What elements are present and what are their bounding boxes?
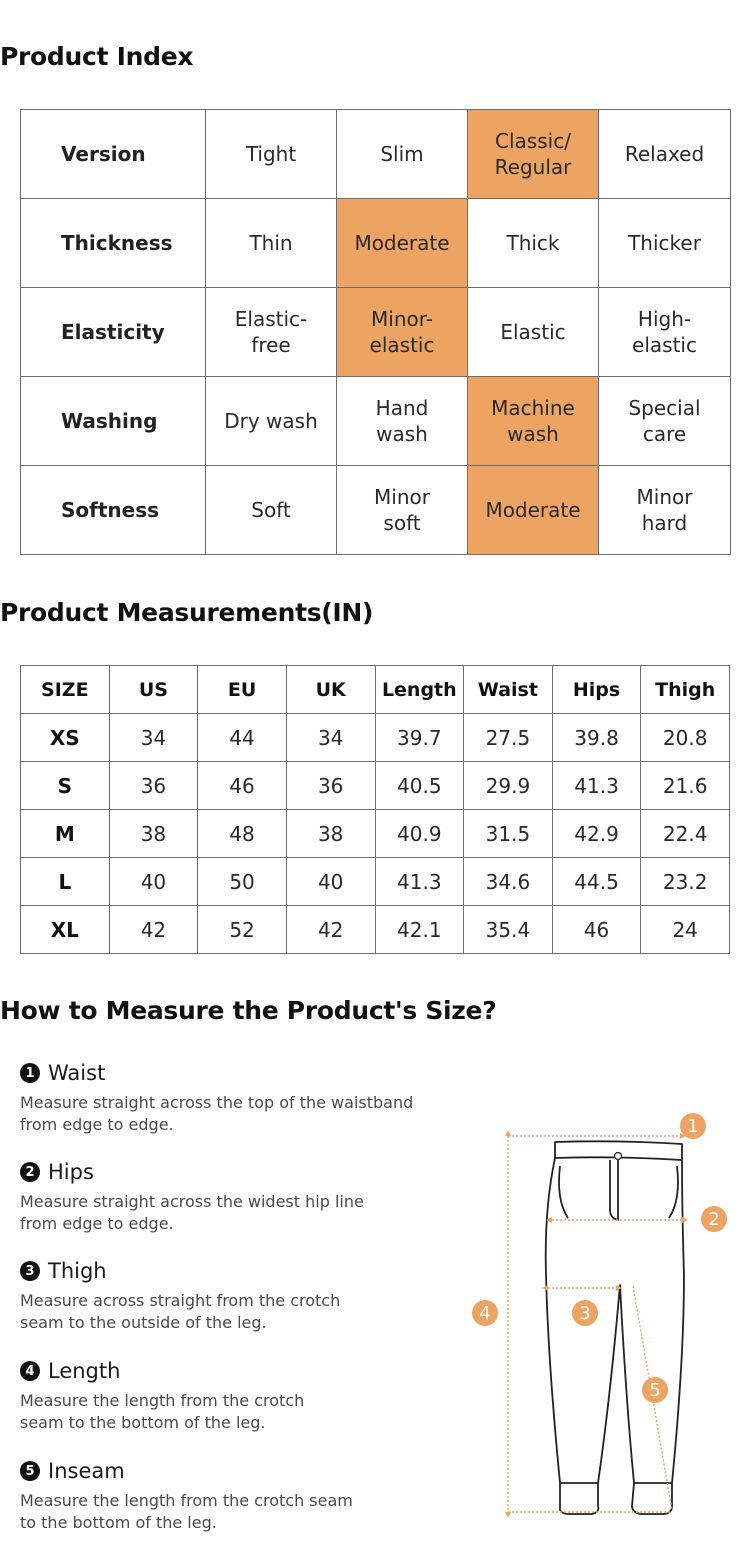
measure-item-length — [20, 1358, 460, 1434]
table-cell: 34.6 — [464, 858, 553, 906]
index-option: Tight — [206, 110, 337, 199]
column-header-thigh: Thigh — [641, 666, 730, 714]
table-row — [21, 906, 730, 954]
index-row-version — [21, 110, 731, 199]
table-cell: 24 — [641, 906, 730, 954]
marker-inseam: 5 — [642, 1377, 668, 1403]
table-cell: 41.3 — [375, 858, 464, 906]
index-option: Special care — [599, 377, 731, 466]
table-cell: 40 — [109, 858, 198, 906]
index-option: Dry wash — [206, 377, 337, 466]
table-cell: 39.7 — [375, 714, 464, 762]
column-header-waist: Waist — [464, 666, 553, 714]
index-option: Minor hard — [599, 466, 731, 555]
measurements-table — [20, 665, 730, 954]
table-row — [21, 810, 730, 858]
table-cell: 42.9 — [552, 810, 641, 858]
how-to-title: How to Measure the Product's Size? — [0, 996, 497, 1025]
table-cell: 36 — [109, 762, 198, 810]
product-index-table — [20, 109, 731, 555]
table-row — [21, 714, 730, 762]
table-cell: 35.4 — [464, 906, 553, 954]
index-option: Minor soft — [337, 466, 468, 555]
marker-thigh: 3 — [572, 1300, 598, 1326]
index-option-selected: Moderate — [468, 466, 599, 555]
table-cell: 22.4 — [641, 810, 730, 858]
number-badge-icon: 1 — [20, 1063, 40, 1083]
table-cell: 34 — [109, 714, 198, 762]
table-row — [21, 858, 730, 906]
index-option-selected: Machine wash — [468, 377, 599, 466]
measure-item-description: Measure the length from the crotch seam to the bottom of the leg. — [20, 1391, 305, 1432]
table-row — [21, 762, 730, 810]
index-option: Relaxed — [599, 110, 731, 199]
table-cell: 52 — [198, 906, 287, 954]
pants-diagram — [460, 1100, 750, 1540]
table-cell: 40 — [286, 858, 375, 906]
index-option: Elastic- free — [206, 288, 337, 377]
size-cell: XS — [21, 714, 110, 762]
column-header-eu: EU — [198, 666, 287, 714]
table-cell: 40.5 — [375, 762, 464, 810]
marker-hips: 2 — [701, 1206, 727, 1232]
measure-item-thigh — [20, 1258, 460, 1334]
measure-item-name: Hips — [48, 1160, 94, 1184]
table-cell: 29.9 — [464, 762, 553, 810]
measurements-header-row — [21, 666, 730, 714]
measure-item-heading — [20, 1159, 460, 1185]
table-cell: 34 — [286, 714, 375, 762]
number-badge-icon: 5 — [20, 1461, 40, 1481]
measure-item-name: Length — [48, 1359, 121, 1383]
index-option-selected: Moderate — [337, 199, 468, 288]
table-cell: 42 — [286, 906, 375, 954]
table-cell: 50 — [198, 858, 287, 906]
table-cell: 46 — [552, 906, 641, 954]
measure-item-heading — [20, 1258, 460, 1284]
index-option: Slim — [337, 110, 468, 199]
marker-waist: 1 — [680, 1113, 706, 1139]
table-cell: 38 — [109, 810, 198, 858]
index-option: Thick — [468, 199, 599, 288]
measure-item-description: Measure straight across the top of the waistband from edge to edge. — [20, 1093, 414, 1134]
column-header-hips: Hips — [552, 666, 641, 714]
measure-item-heading — [20, 1060, 460, 1086]
column-header-us: US — [109, 666, 198, 714]
table-cell: 40.9 — [375, 810, 464, 858]
measure-item-name: Thigh — [48, 1259, 107, 1283]
column-header-size: SIZE — [21, 666, 110, 714]
measure-item-heading — [20, 1358, 460, 1384]
measure-item-heading — [20, 1458, 460, 1484]
measure-item-description: Measure straight across the widest hip line from edge to edge. — [20, 1192, 364, 1233]
measure-item-description: Measure across straight from the crotch seam to the outside of the leg. — [20, 1291, 341, 1332]
index-row-label: Version — [21, 110, 206, 199]
index-option: High- elastic — [599, 288, 731, 377]
measure-item-name: Inseam — [48, 1459, 125, 1483]
table-cell: 39.8 — [552, 714, 641, 762]
product-index-title: Product Index — [0, 42, 194, 71]
table-cell: 44 — [198, 714, 287, 762]
size-cell: S — [21, 762, 110, 810]
table-cell: 27.5 — [464, 714, 553, 762]
index-row-softness — [21, 466, 731, 555]
index-option-selected: Minor- elastic — [337, 288, 468, 377]
index-option: Soft — [206, 466, 337, 555]
number-badge-icon: 4 — [20, 1361, 40, 1381]
measurements-title: Product Measurements(IN) — [0, 598, 374, 627]
table-cell: 42 — [109, 906, 198, 954]
table-cell: 23.2 — [641, 858, 730, 906]
table-cell: 44.5 — [552, 858, 641, 906]
number-badge-icon: 3 — [20, 1261, 40, 1281]
index-row-label: Washing — [21, 377, 206, 466]
measure-item-waist — [20, 1060, 460, 1136]
index-row-elasticity — [21, 288, 731, 377]
size-cell: XL — [21, 906, 110, 954]
table-cell: 42.1 — [375, 906, 464, 954]
index-row-label: Softness — [21, 466, 206, 555]
index-option: Thicker — [599, 199, 731, 288]
index-option: Elastic — [468, 288, 599, 377]
measure-item-name: Waist — [48, 1061, 106, 1085]
table-cell: 46 — [198, 762, 287, 810]
marker-length: 4 — [472, 1300, 498, 1326]
index-row-label: Elasticity — [21, 288, 206, 377]
size-cell: M — [21, 810, 110, 858]
table-cell: 41.3 — [552, 762, 641, 810]
index-row-label: Thickness — [21, 199, 206, 288]
table-cell: 38 — [286, 810, 375, 858]
column-header-length: Length — [375, 666, 464, 714]
index-row-washing — [21, 377, 731, 466]
table-cell: 31.5 — [464, 810, 553, 858]
index-option-selected: Classic/ Regular — [468, 110, 599, 199]
pants-illustration — [460, 1100, 750, 1540]
table-cell: 20.8 — [641, 714, 730, 762]
table-cell: 21.6 — [641, 762, 730, 810]
table-cell: 48 — [198, 810, 287, 858]
measure-item-hips — [20, 1159, 460, 1235]
number-badge-icon: 2 — [20, 1162, 40, 1182]
index-option: Thin — [206, 199, 337, 288]
column-header-uk: UK — [286, 666, 375, 714]
size-cell: L — [21, 858, 110, 906]
index-row-thickness — [21, 199, 731, 288]
measure-item-inseam — [20, 1458, 460, 1534]
table-cell: 36 — [286, 762, 375, 810]
measure-item-description: Measure the length from the crotch seam to the bottom of the leg. — [20, 1491, 353, 1532]
index-option: Hand wash — [337, 377, 468, 466]
